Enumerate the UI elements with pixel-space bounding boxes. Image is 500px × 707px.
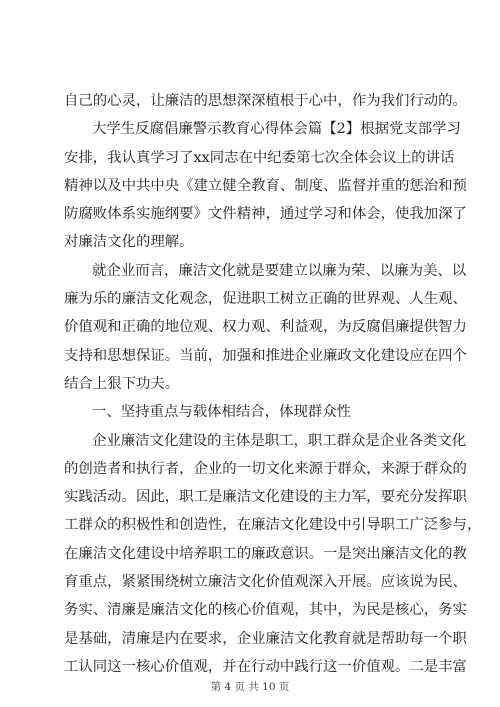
text-line: 育重点，紧紧围绕树立廉洁文化价值观深入开展。应该说为民、 (64, 574, 467, 591)
text-line: 安排，我认真学习了xx同志在中纪委第七次全体会议上的讲话 (64, 149, 455, 166)
text-line: 实践活动。因此，职工是廉洁文化建设的主力军，要充分发挥职 (64, 489, 467, 506)
text-line: 就企业而言，廉洁文化就是要建立以廉为荣、以廉为美、以 (92, 262, 467, 279)
text-line: 价值观和正确的地位观、权力观、利益观，为反腐倡廉提供智力 (64, 319, 467, 336)
text-line: 廉为乐的廉洁文化观念，促进职工树立正确的世界观、人生观、 (64, 291, 467, 308)
text-line: 防腐败体系实施纲要》文件精神，通过学习和体会，使我加深了 (64, 206, 467, 223)
text-line: 在廉洁文化建设中培养职工的廉政意识。一是突出廉洁文化的教 (64, 545, 467, 562)
paragraph (64, 398, 444, 426)
text-line: 工认同这一核心价值观，并在行动中践行这一价值观。二是丰富 (64, 658, 467, 675)
text-line: 一、坚持重点与载体相结合，体现群众性 (92, 404, 352, 421)
text-line: 支持和思想保证。当前，加强和推进企业廉政文化建设应在四个 (64, 347, 467, 364)
text-line: 精神以及中共中央《建立健全教育、制度、监督并重的惩治和预 (64, 177, 467, 194)
text-line: 务实、清廉是廉洁文化的核心价值观，其中，为民是核心，务实 (64, 602, 467, 619)
text-line: 大学生反腐倡廉警示教育心得体会篇【2】根据党支部学习 (92, 121, 461, 138)
paragraph (64, 115, 467, 256)
text-line: 结合上狠下功夫。 (64, 375, 180, 392)
paragraph (64, 427, 482, 682)
text-line: 对廉洁文化的理解。 (64, 234, 194, 251)
page-footer: 第 4 页 共 10 页 (210, 681, 290, 693)
text-line: 的创造者和执行者，企业的一切文化来源于群众，来源于群众的 (64, 460, 467, 477)
text-line: 工群众的积极性和创造性，在廉洁文化建设中引导职工广泛参与， (64, 517, 482, 534)
text-line: 企业廉洁文化建设的主体是职工，职工群众是企业各类文化 (92, 432, 467, 449)
paragraph (64, 87, 467, 115)
document-body (64, 87, 482, 681)
text-line: 是基础，清廉是内在要求，企业廉洁文化教育就是帮助每一个职 (64, 630, 467, 647)
text-line: 自己的心灵，让廉洁的思想深深植根于心中，作为我们行动的。 (64, 93, 467, 109)
paragraph (64, 257, 467, 398)
